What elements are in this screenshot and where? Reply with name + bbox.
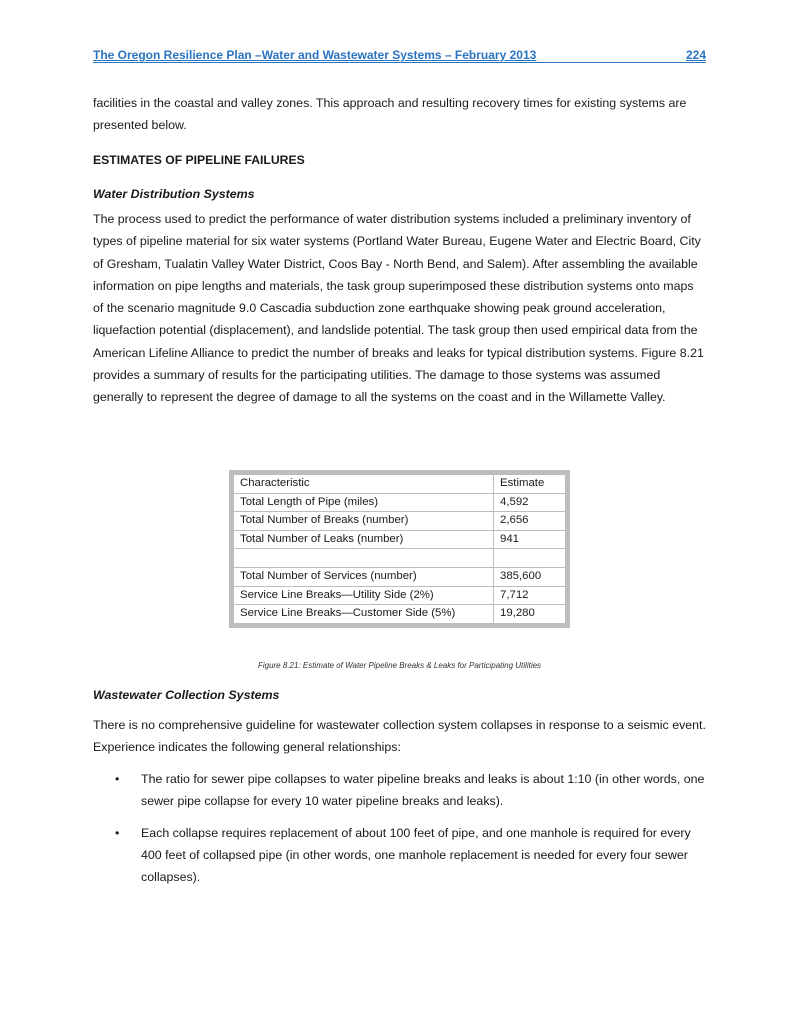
table-cell-characteristic: Service Line Breaks—Utility Side (2%) <box>234 586 494 605</box>
table-row <box>234 586 566 605</box>
table-cell-estimate <box>494 549 566 568</box>
water-distribution-paragraph: The process used to predict the performance of water distribution systems included a preliminary inventory of types of pipeline material for six water systems (Portland Water Bureau, Eugene Water and Electric Board, City of Gresham, Tualatin Valley Water District, Coos Bay - North Bend, and Salem). After assembling the available information on pipe lengths and materials, the task group superimposed these distribution systems onto maps of the scenario magnitude 9.0 Cascadia subduction zone earthquake showing peak ground acceleration, liquefaction potential (displacement), and landslide potential. The task group then used empirical data from the American Lifeline Alliance to predict the number of breaks and leaks for typical distribution systems. Figure 8.21 provides a summary of results for the participating utilities. The damage to those systems was assumed generally to represent the degree of damage to all the systems on the coast and in the Willamette Valley. <box>93 212 704 405</box>
table-row <box>234 493 566 512</box>
table-row <box>234 567 566 586</box>
list-item-text: Each collapse requires replacement of about 100 feet of pipe, and one manhole is required for every 400 feet of collapsed pipe (in other words, one manhole replacement is needed for every four sewer collapses). <box>141 825 691 885</box>
list-item <box>93 822 706 889</box>
table-cell-estimate: 941 <box>494 530 566 549</box>
table-cell-characteristic: Total Number of Services (number) <box>234 567 494 586</box>
bullet-icon: • <box>115 772 120 786</box>
table-header-row <box>234 475 566 494</box>
water-distribution-heading: Water Distribution Systems <box>93 187 255 201</box>
table-row <box>234 512 566 531</box>
table-cell-estimate: 4,592 <box>494 493 566 512</box>
intro-paragraph: facilities in the coastal and valley zones. This approach and resulting recovery times for existing systems are presented below. <box>93 96 687 133</box>
table-cell-characteristic: Service Line Breaks—Customer Side (5%) <box>234 605 494 624</box>
wastewater-paragraph: There is no comprehensive guideline for wastewater collection system collapses in response to a seismic event. Experience indicates the following general relationships: <box>93 718 706 755</box>
relationships-list <box>93 768 706 897</box>
list-item <box>93 768 706 813</box>
table-header-cell: Estimate <box>494 475 566 494</box>
figure-caption: Figure 8.21: Estimate of Water Pipeline Breaks & Leaks for Participating Utilities <box>257 661 542 670</box>
bullet-icon: • <box>115 825 120 840</box>
table-cell-estimate: 7,712 <box>494 586 566 605</box>
table-row-empty <box>234 549 566 568</box>
table-cell-estimate: 385,600 <box>494 567 566 586</box>
section-heading: ESTIMATES OF PIPELINE FAILURES <box>93 153 305 167</box>
running-header <box>93 48 706 63</box>
wastewater-collection-heading: Wastewater Collection Systems <box>93 688 280 702</box>
table-cell-characteristic <box>234 549 494 568</box>
pipeline-estimates-table <box>229 470 570 628</box>
list-item-text: The ratio for sewer pipe collapses to water pipeline breaks and leaks is about 1:10 (in other words, one sewer pipe collapse for every 10 water pipeline breaks and leaks). <box>141 772 705 809</box>
page-number: 224 <box>685 48 706 62</box>
table-row <box>234 530 566 549</box>
table-cell-characteristic: Total Number of Breaks (number) <box>234 512 494 531</box>
table-cell-characteristic: Total Number of Leaks (number) <box>234 530 494 549</box>
table-row <box>234 605 566 624</box>
table-cell-characteristic: Total Length of Pipe (miles) <box>234 493 494 512</box>
table-cell-estimate: 19,280 <box>494 605 566 624</box>
header-title: The Oregon Resilience Plan –Water and Wastewater Systems – February 2013 <box>93 48 537 62</box>
table-cell-estimate: 2,656 <box>494 512 566 531</box>
table-header-cell: Characteristic <box>234 475 494 494</box>
